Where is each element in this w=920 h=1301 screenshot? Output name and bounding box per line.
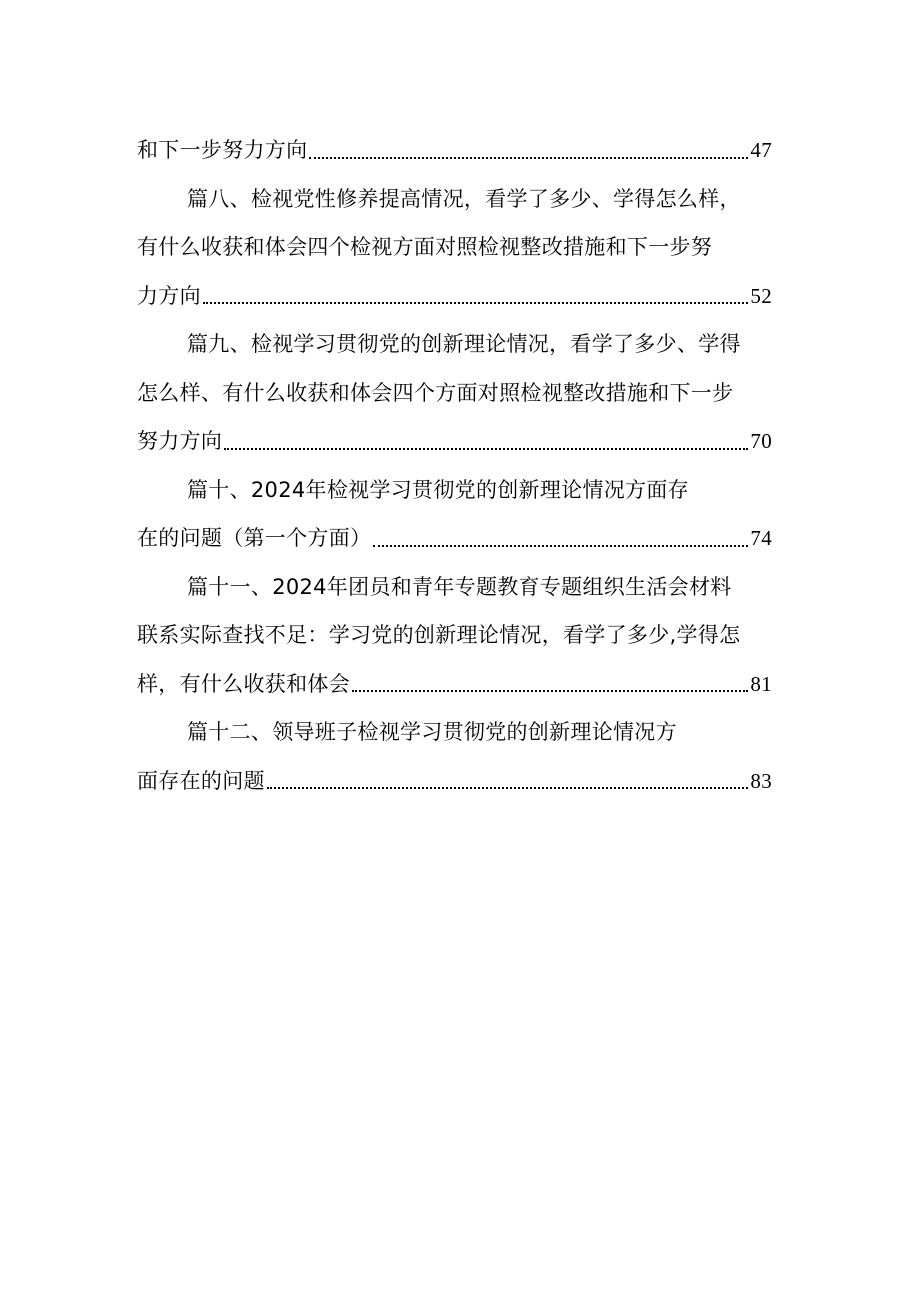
toc-page-number: 47 [750, 138, 772, 162]
toc-line-text: 篇十一、2024年团员和青年专题教育专题组织生活会材料 [187, 574, 732, 599]
toc-entry-continuation[interactable] [137, 126, 772, 175]
toc-line-text: 篇八、检视党性修养提高情况，看学了多少、学得怎么样， [187, 186, 741, 211]
toc-entry-9-line-3[interactable] [137, 417, 772, 466]
dot-leader [350, 660, 750, 709]
toc-entry-12-line-1[interactable] [137, 708, 817, 757]
toc-page-number: 81 [750, 671, 772, 696]
toc-line-text: 和下一步努力方向 [137, 138, 308, 162]
toc-entry-10-line-2[interactable] [137, 514, 772, 563]
toc-line-text: 努力方向 [137, 429, 223, 453]
toc-line-text: 怎么样、有什么收获和体会四个方面对照检视整改措施和下一步 [137, 380, 734, 405]
dot-leader [265, 757, 751, 806]
toc-line-text: 面存在的问题 [137, 768, 265, 793]
toc-entry-8-line-1[interactable] [137, 175, 817, 224]
toc-entry-8-line-2[interactable] [137, 223, 817, 272]
toc-line-text: 在的问题（第一个方面） [137, 526, 372, 550]
toc-line-text: 篇十二、领导班子检视学习贯彻党的创新理论情况方 [187, 720, 677, 744]
dot-leader [222, 417, 750, 466]
dot-leader [371, 514, 750, 563]
toc-entry-12-line-2[interactable] [137, 757, 772, 806]
toc-line-text: 篇十、2024年检视学习贯彻党的创新理论情况方面存 [187, 477, 689, 502]
dot-leader [201, 272, 750, 321]
table-of-contents [137, 126, 817, 805]
toc-line-text: 有什么收获和体会四个检视方面对照检视整改措施和下一步努 [137, 235, 713, 259]
toc-entry-9-line-1[interactable] [137, 320, 817, 369]
toc-entry-11-line-1[interactable] [137, 563, 817, 612]
toc-line-text: 篇九、检视学习贯彻党的创新理论情况，看学了多少、学得 [187, 332, 741, 356]
dot-leader [307, 126, 750, 175]
toc-entry-8-line-3[interactable] [137, 272, 772, 321]
toc-entry-10-line-1[interactable] [137, 466, 817, 515]
toc-line-text: 样，有什么收获和体会 [137, 671, 350, 696]
toc-page-number: 74 [750, 526, 772, 550]
toc-page-number: 52 [750, 283, 772, 308]
toc-page-number: 70 [750, 429, 772, 453]
toc-page-number: 83 [750, 768, 772, 793]
toc-entry-11-line-3[interactable] [137, 660, 772, 709]
toc-line-text: 力方向 [137, 283, 201, 308]
toc-entry-11-line-2[interactable] [137, 611, 817, 660]
toc-entry-9-line-2[interactable] [137, 369, 817, 418]
toc-line-text: 联系实际查找不足：学习党的创新理论情况，看学了多少,学得怎 [137, 623, 741, 647]
